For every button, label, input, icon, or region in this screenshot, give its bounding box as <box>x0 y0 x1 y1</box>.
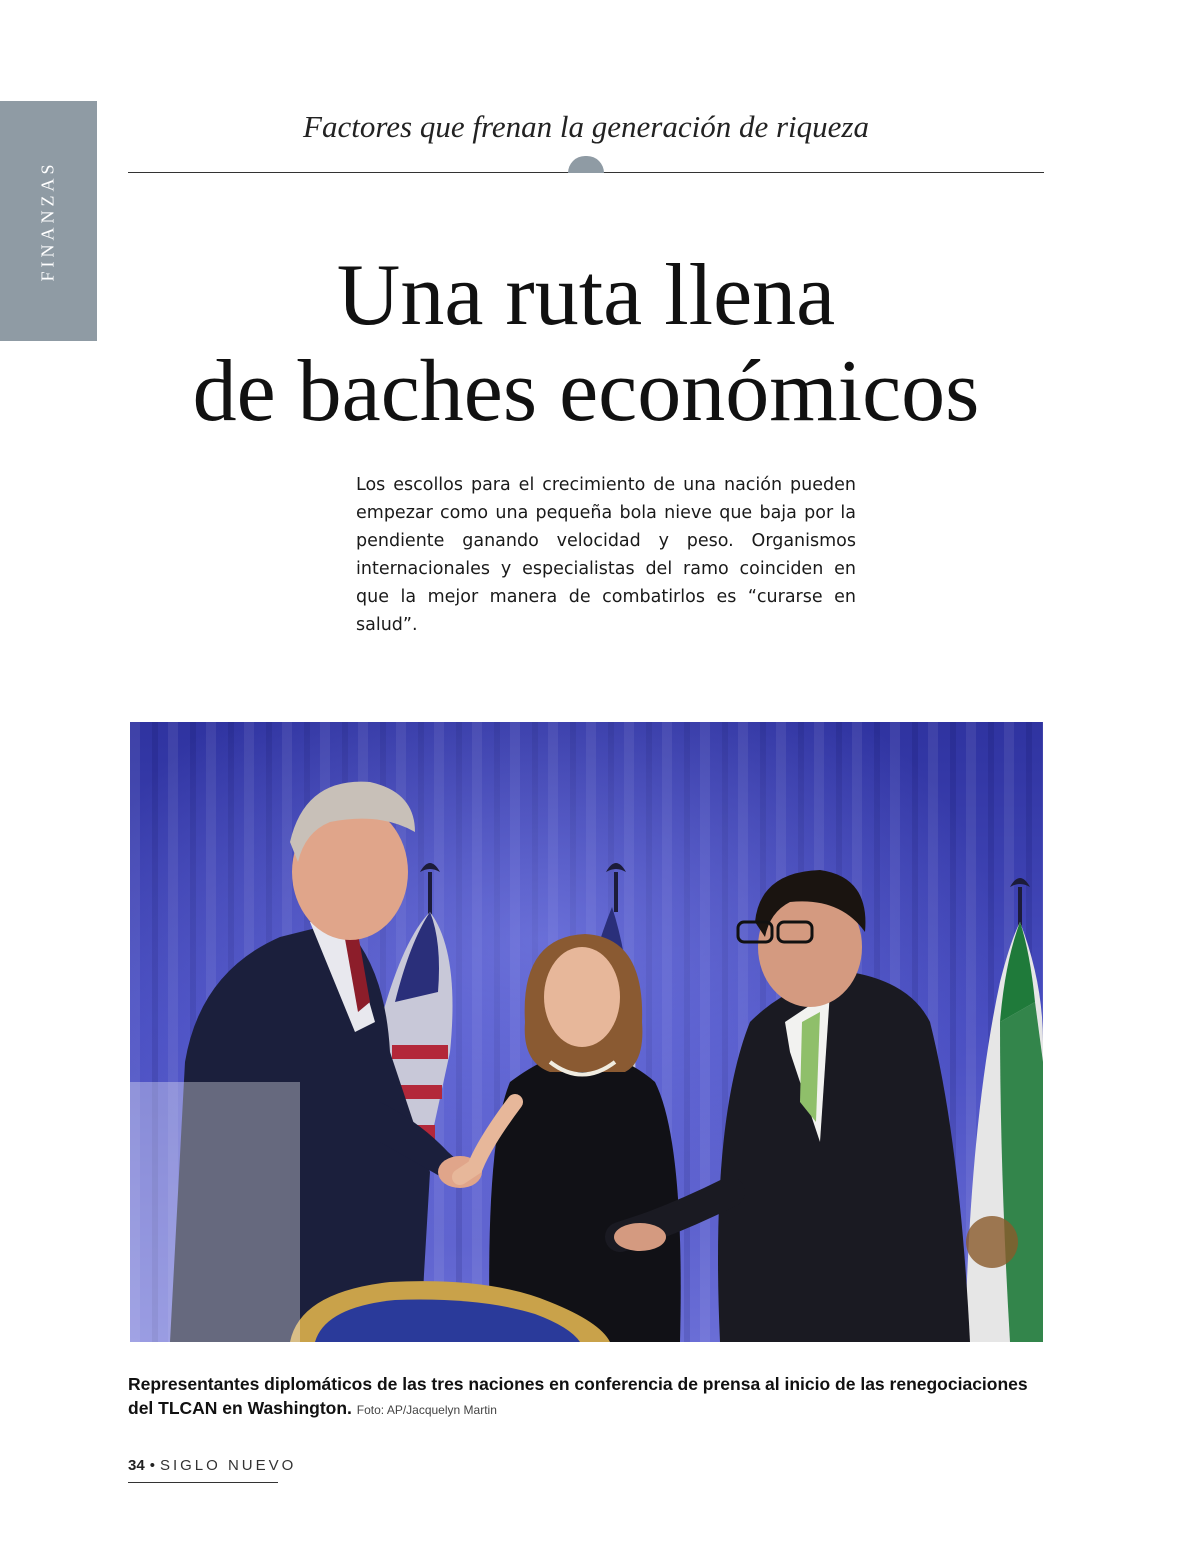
blurred-foreground-object <box>130 1082 300 1342</box>
footer-rule <box>128 1482 278 1483</box>
page-number: 34 <box>128 1457 145 1474</box>
caption-text: Representantes diplomáticos de las tres naciones en conferencia de prensa al inicio de las renegociaciones del TLCAN en Washington. <box>128 1374 1028 1418</box>
headline <box>128 248 1044 440</box>
headline-line-1: Una ruta llena <box>336 247 836 344</box>
publication-name: SIGLO NUEVO <box>159 1457 297 1474</box>
lede-paragraph: Los escollos para el crecimiento de una nación pueden empezar como una pequeña bola nieve que baja por la pendiente ganando velocidad y peso. Organismos internacionales y especialistas del ramo coinciden en que la mejor manera de combatirlos es “curarse en salud”. <box>356 475 856 635</box>
kicker-dot-ornament <box>568 156 604 173</box>
photo-caption <box>128 1372 1044 1422</box>
press-conference-photo <box>130 722 1043 1342</box>
page-footer <box>128 1457 296 1474</box>
photo-credit: Foto: AP/Jacquelyn Martin <box>356 1403 497 1417</box>
footer-separator: • <box>149 1457 155 1474</box>
section-label: FINANZAS <box>37 160 58 282</box>
headline-line-2: de baches económicos <box>192 343 980 440</box>
kicker: Factores que frenan la generación de riqueza <box>303 109 869 144</box>
photo-illustration <box>130 722 1043 1342</box>
